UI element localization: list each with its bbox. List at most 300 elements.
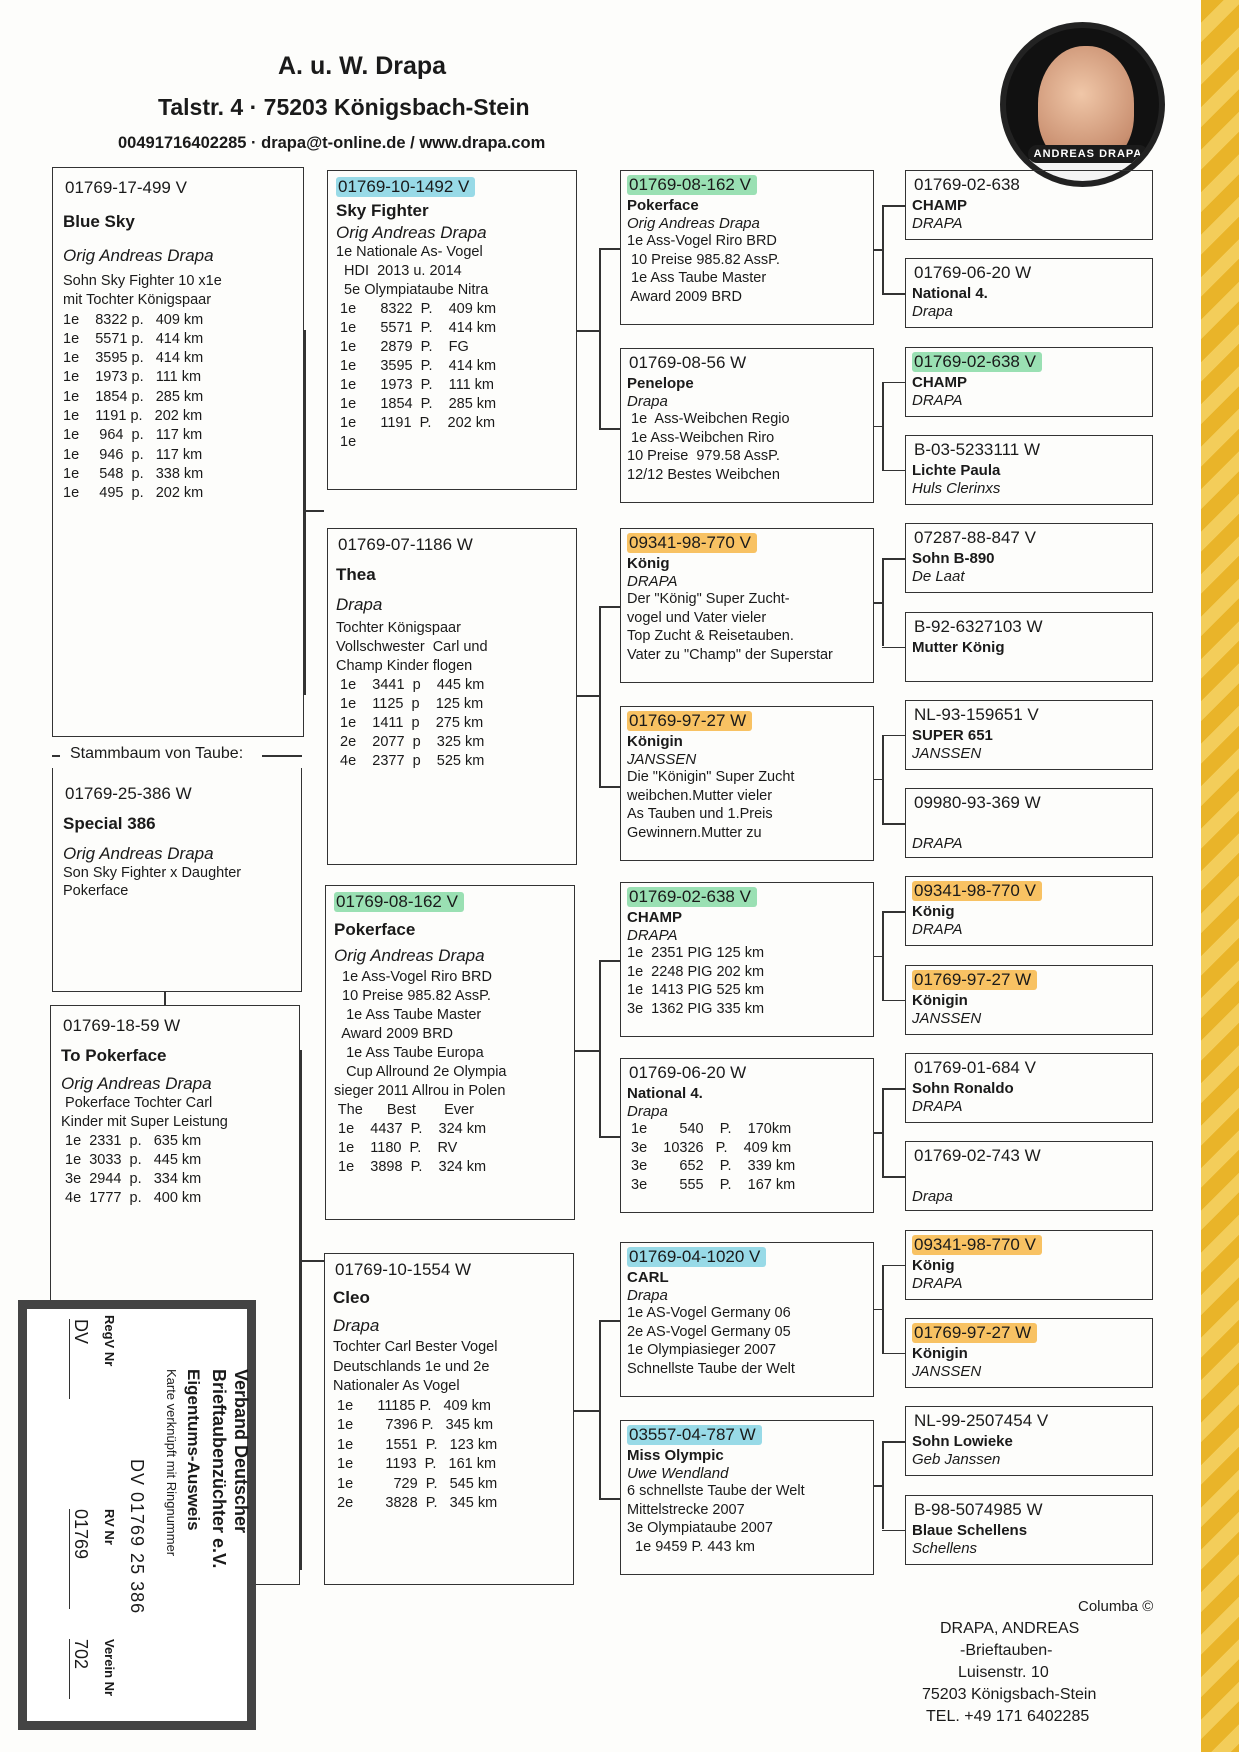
text-line: 1e Ass Taube Master (627, 270, 767, 286)
bird-origin: Huls Clerinxs (912, 479, 1001, 497)
text-line: 1e Ass-Vogel Riro BRD (334, 969, 492, 985)
text-line: 12/12 Bestes Weibchen (627, 466, 780, 483)
org-name-2: Brieftaubenzüchter e.V. (209, 1369, 229, 1569)
text-line: 1e Ass Taube Master (334, 1007, 482, 1023)
text-line: As Tauben und 1.Preis (627, 806, 773, 822)
bird-name: Special 386 (63, 814, 156, 833)
ring-number: 01769-17-499 V (65, 178, 187, 197)
bird-origin: DRAPA (912, 835, 963, 853)
decorative-stripe (1201, 0, 1239, 1752)
ring-number: 01769-02-743 W (914, 1146, 1041, 1166)
bird-origin: Orig Andreas Drapa (63, 844, 214, 863)
text-line: 1e Ass Taube Europa (334, 1045, 484, 1061)
bird-origin: DRAPA (912, 921, 963, 939)
regv-value: DV (69, 1319, 91, 1399)
text-line: The Best Ever (334, 1102, 474, 1118)
bird-name: Penelope (627, 375, 694, 392)
ancestor-gen4[interactable] (905, 435, 1153, 505)
text-line: 4e 2377 p 525 km (336, 753, 485, 769)
bird-origin: DRAPA (912, 1274, 963, 1292)
bird-origin: Orig Andreas Drapa (336, 223, 487, 242)
bird-name: CHAMP (912, 197, 967, 214)
text-line: 10 Preise 985.82 AssP. (334, 988, 491, 1004)
ring-number: 09341-98-770 V (627, 533, 757, 553)
text-line: mit Tochter Königspaar (63, 292, 212, 309)
text-line: 1e 1551 P. 123 km (333, 1436, 498, 1453)
ancestor-gen3[interactable] (620, 882, 874, 1037)
ancestor-gen4[interactable] (905, 347, 1153, 417)
bird-origin: Drapa (627, 1287, 668, 1304)
text-line: 3e 2944 p. 334 km (61, 1171, 202, 1187)
connector-line (599, 960, 601, 1136)
text-line: 1e 8322 p. 409 km (63, 311, 204, 328)
connector-line (882, 382, 905, 384)
bird-special-386[interactable] (52, 768, 302, 992)
text-line: Deutschlands 1e und 2e (333, 1358, 490, 1375)
text-line: 1e 8322 P. 409 km (336, 301, 497, 317)
connector-line (304, 330, 306, 695)
bird-name: Sohn B-890 (912, 550, 995, 568)
bird-name: Sohn Lowieke (912, 1433, 1013, 1451)
connector-line (599, 960, 620, 962)
connector-line (882, 1088, 905, 1090)
bird-name: Lichte Paula (912, 461, 1001, 479)
footer-line-5: TEL. +49 171 6402285 (926, 1708, 1090, 1725)
rv-value: 01769 (69, 1509, 91, 1609)
connector-line (882, 1530, 905, 1532)
connector-line (882, 823, 905, 825)
connector-line (599, 1320, 601, 1498)
connector-line (882, 735, 884, 823)
bird-name: Königin (627, 733, 683, 750)
bird-origin: Orig Andreas Drapa (334, 946, 485, 965)
notes (63, 864, 291, 900)
text-line: Top Zucht & Reisetauben. (627, 628, 794, 644)
bird-origin: DRAPA (912, 391, 963, 409)
results-list (336, 619, 568, 771)
text-line: Pokerface Tochter Carl (61, 1095, 213, 1111)
breeder-name: A. u. W. Drapa (278, 52, 447, 80)
text-line: Sohn Sky Fighter 10 x1e (63, 273, 222, 289)
bird-origin: Drapa (627, 393, 668, 410)
text-line: 1e 3595 p. 414 km (63, 350, 204, 367)
text-line: 1e 2331 p. 635 km (61, 1133, 202, 1149)
footer-line-3: Luisenstr. 10 (958, 1664, 1049, 1681)
ancestor-gen4[interactable] (905, 788, 1153, 858)
text-line: 1e 964 p. 117 km (63, 427, 203, 444)
ring-number: 01769-25-386 W (65, 784, 192, 803)
connector-line (599, 428, 620, 430)
ring-number: 01769-06-20 W (914, 263, 1032, 283)
connector-line (874, 1132, 882, 1134)
text-line: Schnellste Taube der Welt (627, 1360, 795, 1377)
text-line: 10 Preise 985.82 AssP. (627, 251, 780, 268)
ring-number: 01769-08-162 V (627, 175, 757, 195)
connector-line (882, 1353, 905, 1355)
bird-origin: DRAPA (912, 1098, 963, 1115)
text-line: 1e 4437 P. 324 km (334, 1121, 487, 1137)
ancestor-gen3[interactable] (620, 170, 874, 325)
bird-origin: DRAPA (627, 927, 678, 944)
connector-line (874, 602, 882, 604)
connector-line (300, 1260, 325, 1262)
text-line: 1e 2351 PIG 125 km (627, 945, 765, 961)
text-line: 1e (336, 434, 357, 450)
ring-number: 01769-10-1554 W (335, 1260, 472, 1279)
bird-name (912, 1168, 1146, 1187)
ancestor-gen4[interactable] (905, 876, 1153, 946)
text-line: 1e 3595 P. 414 km (336, 358, 497, 374)
text-line: 1e AS-Vogel Germany 06 (627, 1305, 791, 1321)
ring-number: B-03-5233111 W (914, 439, 1040, 459)
text-line: Son Sky Fighter x Daughter (63, 865, 242, 881)
ring-number: NL-99-2507454 V (914, 1411, 1049, 1431)
text-line: 3e Olympiataube 2007 (627, 1520, 773, 1536)
connector-line (882, 558, 884, 646)
connector-line (882, 1441, 905, 1443)
bird-origin: De Laat (912, 568, 965, 586)
text-line: 1e 946 p. 117 km (63, 446, 203, 463)
connector-line (874, 956, 882, 958)
text-line: 1e 548 p. 338 km (63, 465, 204, 482)
connector-line (874, 426, 882, 428)
card-title: Eigentums-Ausweis (184, 1369, 203, 1531)
connector-line (882, 205, 884, 293)
breeder-avatar (1000, 22, 1165, 187)
bird-name: Cleo (333, 1288, 370, 1307)
text-line: Award 2009 BRD (627, 288, 742, 305)
connector-line (599, 248, 601, 428)
ring-number: B-92-6327103 W (914, 616, 1043, 636)
text-line: 1e 9459 P. 443 km (627, 1538, 755, 1555)
text-line: 1e Ass-Vogel Riro BRD (627, 233, 777, 249)
text-line: 1e 1973 p. 111 km (63, 369, 202, 386)
bird-origin: Orig Andreas Drapa (61, 1074, 212, 1093)
ancestor-gen4[interactable] (905, 1495, 1153, 1565)
bird-name: Pokerface (334, 920, 416, 939)
text-line: 1e 1973 P. 111 km (336, 377, 494, 393)
bird-origin: Drapa (912, 1188, 953, 1206)
text-line: Champ Kinder flogen (336, 658, 473, 674)
results-list (63, 272, 293, 504)
text-line: 1e 1191 p. 202 km (63, 408, 203, 425)
text-line: 1e 729 P. 545 km (333, 1475, 498, 1492)
bird-name: Königin (912, 991, 968, 1009)
bird-pokerface[interactable] (325, 885, 575, 1220)
ancestor-gen4[interactable] (905, 1406, 1153, 1476)
verein-value: 702 (69, 1639, 91, 1699)
connector-line (882, 1441, 884, 1529)
bird-name: Sky Fighter (336, 201, 429, 220)
ancestor-gen4[interactable] (905, 1230, 1153, 1300)
ancestor-gen4[interactable] (905, 258, 1153, 328)
text-line: 10 Preise 979.58 AssP. (627, 448, 780, 464)
connector-line (599, 1320, 620, 1322)
connector-line (882, 1265, 905, 1267)
ring-number: 01769-97-27 W (912, 970, 1037, 990)
bird-origin: JANSSEN (627, 751, 697, 768)
connector-line (874, 779, 882, 781)
connector-line (304, 510, 324, 512)
connector-line (599, 606, 620, 608)
text-line: 1e Ass-Weibchen Riro (627, 429, 775, 446)
ancestor-gen4[interactable] (905, 1318, 1153, 1388)
text-line: vogel und Vater vieler (627, 609, 767, 626)
results-list (336, 243, 568, 452)
connector-line (882, 911, 905, 913)
connector-line (300, 1050, 302, 1570)
connector (164, 992, 166, 1006)
footer-line-2: -Brieftauben- (960, 1642, 1053, 1659)
text-line: 1e 7396 P. 345 km (333, 1417, 494, 1433)
bird-origin: JANSSEN (912, 1362, 982, 1380)
text-line: 2e 2077 p 325 km (336, 734, 485, 750)
bird-origin: JANSSEN (912, 744, 982, 762)
text-line: 1e 5571 p. 414 km (63, 330, 204, 347)
ancestor-gen3[interactable] (620, 1420, 874, 1575)
text-line: 3e 652 P. 339 km (627, 1158, 796, 1174)
connector-line (882, 735, 905, 737)
connector-line (882, 1176, 905, 1178)
connector-line (577, 330, 599, 332)
text-line: 1e 2879 P. FG (336, 339, 469, 355)
bird-name: König (912, 1256, 955, 1274)
connector-line (882, 647, 905, 649)
regv-label: RegV Nr (102, 1315, 117, 1367)
text-line: 4e 1777 p. 400 km (61, 1190, 202, 1206)
text-line: 2e AS-Vogel Germany 05 (627, 1323, 791, 1340)
text-line: Mittelstrecke 2007 (627, 1501, 745, 1518)
ancestor-gen4[interactable] (905, 612, 1153, 682)
text-line: Cup Allround 2e Olympia (334, 1064, 507, 1080)
bird-origin: Uwe Wendland (627, 1465, 729, 1482)
connector-line (599, 248, 620, 250)
connector-line (599, 786, 620, 788)
text-line: 1e 1854 p. 285 km (63, 388, 204, 405)
bird-name: Miss Olympic (627, 1447, 724, 1464)
connector-line (874, 1309, 882, 1311)
ancestor-gen3[interactable] (620, 706, 874, 861)
ring-number: 01769-04-1020 V (627, 1247, 766, 1267)
ring-number: 01769-02-638 V (912, 352, 1042, 372)
connector-line (882, 1088, 884, 1176)
bird-name: König (912, 903, 955, 921)
ancestor-gen4[interactable] (905, 1141, 1153, 1211)
bird-name: Thea (336, 565, 376, 584)
ring-number: 01769-08-56 W (629, 353, 747, 372)
stammbaum-label: Stammbaum von Taube: (70, 745, 244, 762)
results-list (334, 968, 566, 1177)
text-line: 1e 5571 P. 414 km (336, 320, 497, 336)
text-line: Vollschwester Carl und (336, 639, 488, 655)
bird-origin: JANSSEN (912, 1009, 982, 1027)
bird-origin: Orig Andreas Drapa (63, 246, 214, 265)
bird-name: Blue Sky (63, 212, 135, 231)
ring-number: 09341-98-770 V (912, 881, 1042, 901)
ring-number: 01769-97-27 W (912, 1323, 1037, 1343)
text-line: 1e 1411 p 275 km (336, 715, 484, 731)
ring-number: 01769-10-1492 V (336, 177, 475, 197)
rv-label: RV Nr (102, 1509, 117, 1545)
connector-line (882, 558, 905, 560)
ring-number: 01769-02-638 V (627, 887, 757, 907)
bird-name: Sohn Ronaldo (912, 1080, 1014, 1097)
bird-name: Königin (912, 1344, 968, 1362)
results-list (61, 1094, 289, 1208)
text-line: 3e 555 P. 167 km (627, 1176, 796, 1193)
connector-line (577, 695, 599, 697)
text-line: weibchen.Mutter vieler (627, 787, 773, 804)
text-line: Tochter Königspaar (336, 620, 461, 636)
footer-line-1: DRAPA, ANDREAS (940, 1620, 1080, 1637)
connector-line (882, 382, 884, 470)
bird-name (912, 815, 1146, 834)
ring-number: 01769-06-20 W (629, 1063, 747, 1082)
ring-number: 09341-98-770 V (912, 1235, 1042, 1255)
bird-name: To Pokerface (61, 1046, 167, 1065)
text-line: sieger 2011 Allrou in Polen (334, 1083, 506, 1099)
text-line: 1e 11185 P. 409 km (333, 1397, 491, 1414)
copyright-columba: Columba © (1078, 1598, 1154, 1615)
bird-name: König (627, 555, 670, 572)
ancestor-gen4[interactable] (905, 170, 1153, 240)
ancestor-gen3[interactable] (620, 1242, 874, 1397)
bird-name: Blaue Schellens (912, 1521, 1028, 1539)
text-line: 1e Ass-Weibchen Regio (627, 411, 790, 427)
text-line: 1e 1125 p 125 km (336, 696, 484, 712)
connector-line (874, 249, 882, 251)
text-line: 1e Nationale As- Vogel (336, 244, 483, 260)
ancestor-gen4[interactable] (905, 523, 1153, 593)
bird-thea[interactable] (327, 528, 577, 865)
connector-line (575, 1050, 599, 1052)
bird-name: Pokerface (627, 197, 699, 214)
text-line: 1e 3441 p 445 km (336, 677, 485, 693)
bird-origin: Drapa (627, 1103, 668, 1120)
text-line: 2e 3828 P. 345 km (333, 1495, 498, 1511)
connector-line (574, 1410, 599, 1412)
bird-origin: DRAPA (912, 215, 963, 232)
ring-number: NL-93-159651 V (914, 704, 1039, 724)
bird-name: National 4. (627, 1085, 703, 1102)
ring-number: 01769-02-638 (914, 175, 1020, 194)
text-line: 1e 495 p. 202 km (63, 485, 204, 502)
bird-origin: Orig Andreas Drapa (627, 215, 760, 232)
text-line: HDI 2013 u. 2014 (336, 263, 462, 279)
results-list (333, 1338, 565, 1514)
connector-line (882, 911, 884, 999)
bird-name: SUPER 651 (912, 726, 993, 744)
bird-origin: Drapa (333, 1316, 380, 1335)
ancestor-gen3[interactable] (620, 1058, 874, 1213)
text-line: 1e 1193 P. 161 km (333, 1456, 497, 1472)
ring-number: 07287-88-847 V (914, 528, 1036, 548)
ancestor-gen4[interactable] (905, 1053, 1153, 1123)
card-subtitle: Karte verknüpft mit Ringnummer (164, 1369, 179, 1557)
ring-number: 03557-04-787 W (627, 1425, 762, 1445)
ring-number: 01769-97-27 W (627, 711, 752, 731)
ring-number: 01769-18-59 W (63, 1016, 181, 1035)
connector-line (882, 293, 905, 295)
ring-number: 01769-07-1186 W (338, 535, 473, 554)
connector-line (599, 606, 601, 786)
connector-line (599, 1136, 620, 1138)
bird-origin: Drapa (912, 303, 953, 321)
bird-name: CHAMP (912, 373, 967, 391)
connector-line (882, 1265, 884, 1353)
text-line: Gewinnern.Mutter zu (627, 824, 762, 841)
text-line: 6 schnellste Taube der Welt (627, 1483, 805, 1499)
bird-name: CARL (627, 1269, 669, 1286)
text-line: 1e 1854 P. 285 km (336, 396, 497, 412)
text-line: 3e 1362 PIG 335 km (627, 1000, 765, 1017)
stammbaum-rule-right (262, 755, 302, 757)
ring-number: 09980-93-369 W (914, 793, 1041, 813)
ownership-card (18, 1300, 256, 1730)
bird-origin: Drapa (336, 595, 383, 614)
org-name-1: Verband Deutscher (231, 1369, 251, 1534)
text-line: Award 2009 BRD (334, 1026, 454, 1042)
ancestor-gen3[interactable] (620, 528, 874, 683)
bird-origin: DRAPA (627, 573, 678, 590)
text-line: 1e 3898 P. 324 km (334, 1159, 487, 1175)
connector-line (599, 1498, 620, 1500)
bird-sky-fighter[interactable] (327, 170, 577, 490)
stammbaum-rule-left (52, 755, 60, 757)
ancestor-gen4[interactable] (905, 700, 1153, 770)
text-line: 5e Olympiataube Nitra (336, 282, 489, 298)
text-line: 1e 540 P. 170km (627, 1121, 792, 1137)
connector-line (882, 205, 905, 207)
ancestor-gen4[interactable] (905, 965, 1153, 1035)
card-content (47, 1309, 259, 1721)
text-line: Tochter Carl Bester Vogel (333, 1339, 498, 1355)
text-line: 1e 2248 PIG 202 km (627, 963, 765, 980)
text-line: Die "Königin" Super Zucht (627, 769, 795, 785)
bird-name: National 4. (912, 285, 988, 303)
bird-origin: Schellens (912, 1539, 978, 1557)
ancestor-gen3[interactable] (620, 348, 874, 503)
breeder-address: Talstr. 4 · 75203 Königsbach-Stein (158, 94, 530, 120)
text-line: 1e 1180 P. RV (334, 1140, 458, 1156)
bird-name: Mutter König (912, 638, 1005, 656)
bird-origin: Geb Janssen (912, 1451, 1001, 1469)
text-line: Nationaler As Vogel (333, 1378, 460, 1394)
text-line: 1e Olympiasieger 2007 (627, 1342, 777, 1358)
verein-label: Verein Nr (102, 1639, 117, 1697)
bird-name: CHAMP (627, 909, 682, 926)
footer-line-4: 75203 Königsbach-Stein (922, 1686, 1097, 1703)
connector-line (874, 1485, 882, 1487)
connector-line (882, 470, 905, 472)
bird-cleo[interactable] (324, 1253, 574, 1585)
text-line: Kinder mit Super Leistung (61, 1114, 228, 1130)
text-line: Pokerface (63, 883, 129, 899)
text-line: 1e 1191 P. 202 km (336, 415, 496, 431)
card-ring-number: DV 01769 25 386 (127, 1459, 147, 1615)
ring-number: 01769-01-684 V (914, 1058, 1036, 1077)
breeder-contact: 00491716402285 · drapa@t-online.de / www.drapa.com (118, 134, 546, 152)
text-line: 1e 1413 PIG 525 km (627, 982, 765, 998)
avatar-badge: ANDREAS DRAPA (1028, 145, 1148, 163)
text-line: 1e 3033 p. 445 km (61, 1152, 202, 1168)
text-line: 3e 10326 P. 409 km (627, 1139, 792, 1156)
ring-number: 01769-08-162 V (334, 892, 464, 912)
ring-number: B-98-5074985 W (914, 1499, 1043, 1519)
connector-line (882, 1000, 905, 1002)
text-line: Vater zu "Champ" der Superstar (627, 646, 833, 663)
bird-blue-sky[interactable] (52, 167, 304, 737)
